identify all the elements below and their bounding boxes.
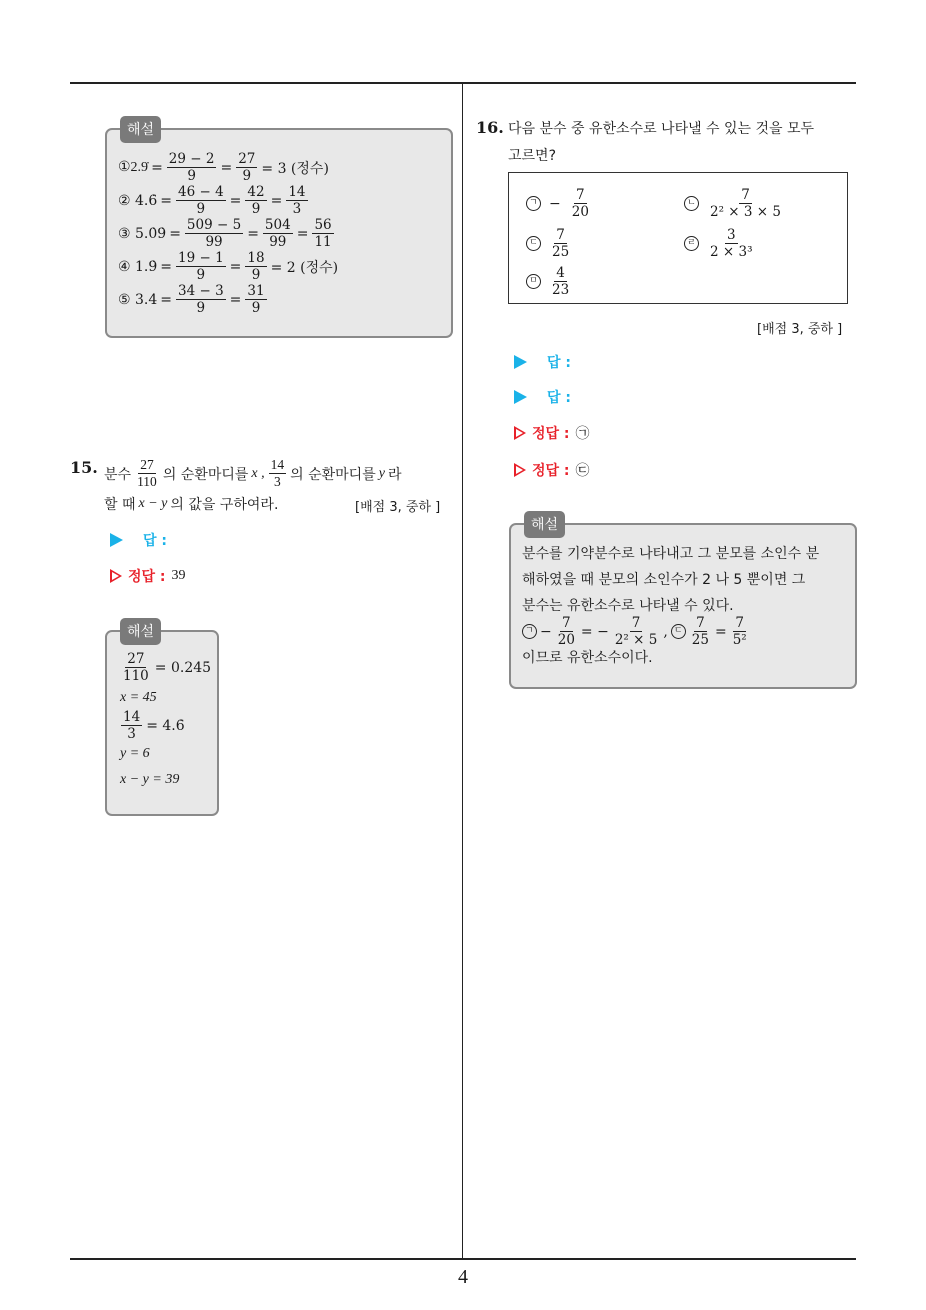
q15-expl-line-1: $\frac{27}{110}$ = 0.24̇5̇ bbox=[123, 651, 212, 685]
q15-explanation-tag: 해설 bbox=[120, 618, 161, 645]
q15-score: [배점 3, 중하 ] bbox=[355, 500, 441, 515]
q16-answer-field-1[interactable]: 답 : bbox=[514, 352, 571, 372]
choice-mark: ㅁ bbox=[526, 274, 541, 289]
q15-question-line-2: 할 때 x − y 의 값을 구하여라. bbox=[104, 496, 279, 513]
q14-expl-line-5: ⑤ 3.4̇ = $\frac{34 - 3}{9}$ = $\frac{31}{9}$ bbox=[118, 283, 265, 317]
fraction: $\frac{7}{25}$ bbox=[691, 615, 709, 649]
q16-question-line-1: 다음 분수 중 유한소수로 나타낼 수 있는 것을 모두 bbox=[508, 121, 815, 137]
fraction: $\frac{504}{99}$ bbox=[264, 217, 291, 251]
choice-mark: ㄴ bbox=[684, 196, 699, 211]
fraction: $\frac{29 - 2}{9}$ bbox=[168, 151, 215, 185]
q15-question-line-1: 분수 $\frac{27}{110}$ 의 순환마디를 x , $\frac{14}{3}$ 의 순환마디를 y 라 bbox=[104, 457, 402, 490]
q16-explanation-tag: 해설 bbox=[524, 511, 565, 538]
q16-choice-5[interactable] bbox=[526, 266, 572, 297]
column-divider bbox=[462, 82, 463, 1259]
fraction: $\frac{3}{\text{2 × 3³}}$ bbox=[710, 227, 753, 261]
choice-mark: ㄷ bbox=[526, 236, 541, 251]
q15-expl-line-4: y = 6 bbox=[120, 746, 150, 761]
bottom-rule bbox=[70, 1258, 856, 1260]
answer-arrow-icon bbox=[514, 390, 527, 404]
q14-expl-line-1: ①2.9̇ = $\frac{29 - 2}{9}$ = $\frac{27}{9}$ = 3 (정수) bbox=[118, 151, 329, 185]
fraction: $\frac{42}{9}$ bbox=[247, 184, 265, 218]
q16-choice-4[interactable] bbox=[684, 228, 755, 259]
q16-choice-1[interactable]: ㄱ − $\frac{7}{20}$ bbox=[526, 188, 592, 219]
q16-answer-field-2[interactable]: 답 : bbox=[514, 387, 571, 407]
correct-arrow-icon bbox=[110, 569, 122, 583]
q14-expl-line-4: ④ 1.9̇ = $\frac{19 - 1}{9}$ = $\frac{18}{9}$ = 2 (정수) bbox=[118, 250, 339, 284]
q15-expl-line-5: x − y = 39 bbox=[120, 772, 180, 787]
fraction: $\frac{31}{9}$ bbox=[247, 283, 265, 317]
fraction: $\frac{18}{9}$ bbox=[247, 250, 265, 284]
fraction: $\frac{4}{23}$ bbox=[552, 265, 570, 299]
fraction: $\frac{14}{3}$ bbox=[288, 184, 306, 218]
q16-correct-answer-2: 정답 : ㉢ bbox=[514, 460, 590, 480]
q15-expl-line-2: x = 45 bbox=[120, 690, 157, 705]
answer-arrow-icon bbox=[110, 533, 123, 547]
fraction: $\frac{7}{\text{5²}}$ bbox=[732, 615, 747, 649]
fraction: $\frac{56}{11}$ bbox=[314, 217, 332, 251]
q16-expl-line-1: 분수를 기약분수로 나타내고 그 분모를 소인수 분 bbox=[522, 546, 820, 562]
q15-expl-line-3: $\frac{14}{3}$ = 4.6̇ bbox=[123, 709, 185, 743]
q16-score: [배점 3, 중하 ] bbox=[757, 322, 843, 337]
fraction: $\frac{7}{20}$ bbox=[571, 187, 589, 221]
q16-expl-line-3: 분수는 유한소수로 나타낼 수 있다. bbox=[522, 598, 734, 614]
fraction: $\frac{14}{3}$ bbox=[123, 709, 141, 743]
choice-mark: ㄱ bbox=[522, 624, 537, 639]
fraction: $\frac{27}{110}$ bbox=[123, 651, 149, 685]
q16-expl-line-2: 해하였을 때 분모의 소인수가 2 나 5 뿐이면 그 bbox=[522, 572, 806, 588]
q14-explanation-tag: 해설 bbox=[120, 116, 161, 143]
q14-expl-line-3: ③ 5.0̇9̇ = $\frac{509 - 5}{99}$ = $\frac{504}{99}$ = $\frac{56}{11}$ bbox=[118, 217, 332, 251]
q15-number: 15. bbox=[70, 458, 98, 477]
fraction: $\frac{7}{25}$ bbox=[552, 227, 570, 261]
fraction: $\frac{27}{9}$ bbox=[238, 151, 256, 185]
q15-answer-field[interactable]: 답 : bbox=[110, 530, 167, 550]
q16-expl-equation: ㄱ − $\frac{7}{20}$ = − $\frac{7}{\text{2² × 5}}$ , ㄷ $\frac{7}{25}$ = $\frac{7}{\text{5²}}$ bbox=[522, 616, 750, 647]
q16-expl-last-line: 이므로 유한소수이다. bbox=[522, 650, 653, 666]
choice-mark: ㄷ bbox=[671, 624, 686, 639]
choice-mark: ㄹ bbox=[684, 236, 699, 251]
q16-number: 16. bbox=[476, 118, 504, 137]
fraction: $\frac{46 - 4}{9}$ bbox=[178, 184, 224, 218]
correct-arrow-icon bbox=[514, 426, 526, 440]
answer-arrow-icon bbox=[514, 355, 527, 369]
page-number: 4 bbox=[458, 1266, 468, 1288]
fraction: $\frac{34 - 3}{9}$ bbox=[178, 283, 224, 317]
choice-mark: ㄱ bbox=[526, 196, 541, 211]
fraction: $\frac{509 - 5}{99}$ bbox=[186, 217, 242, 251]
fraction: $\frac{27}{110}$ bbox=[137, 457, 157, 490]
fraction: $\frac{7}{\text{2² × 3 × 5}}$ bbox=[710, 187, 781, 221]
q16-correct-answer-1: 정답 : ㉠ bbox=[514, 423, 590, 443]
fraction: $\frac{19 - 1}{9}$ bbox=[178, 250, 224, 284]
fraction: $\frac{7}{\text{2² × 5}}$ bbox=[614, 615, 658, 649]
fraction: $\frac{14}{3}$ bbox=[270, 457, 285, 490]
q15-correct-answer: 정답 : 39 bbox=[110, 566, 186, 586]
q16-choice-2[interactable] bbox=[684, 188, 784, 219]
q16-choice-3[interactable] bbox=[526, 228, 572, 259]
q16-question-line-2: 고르면? bbox=[508, 148, 557, 164]
q14-expl-line-2: ② 4.6̇ = $\frac{46 - 4}{9}$ = $\frac{42}{9}$ = $\frac{14}{3}$ bbox=[118, 184, 306, 218]
correct-arrow-icon bbox=[514, 463, 526, 477]
fraction: $\frac{7}{20}$ bbox=[557, 615, 575, 649]
